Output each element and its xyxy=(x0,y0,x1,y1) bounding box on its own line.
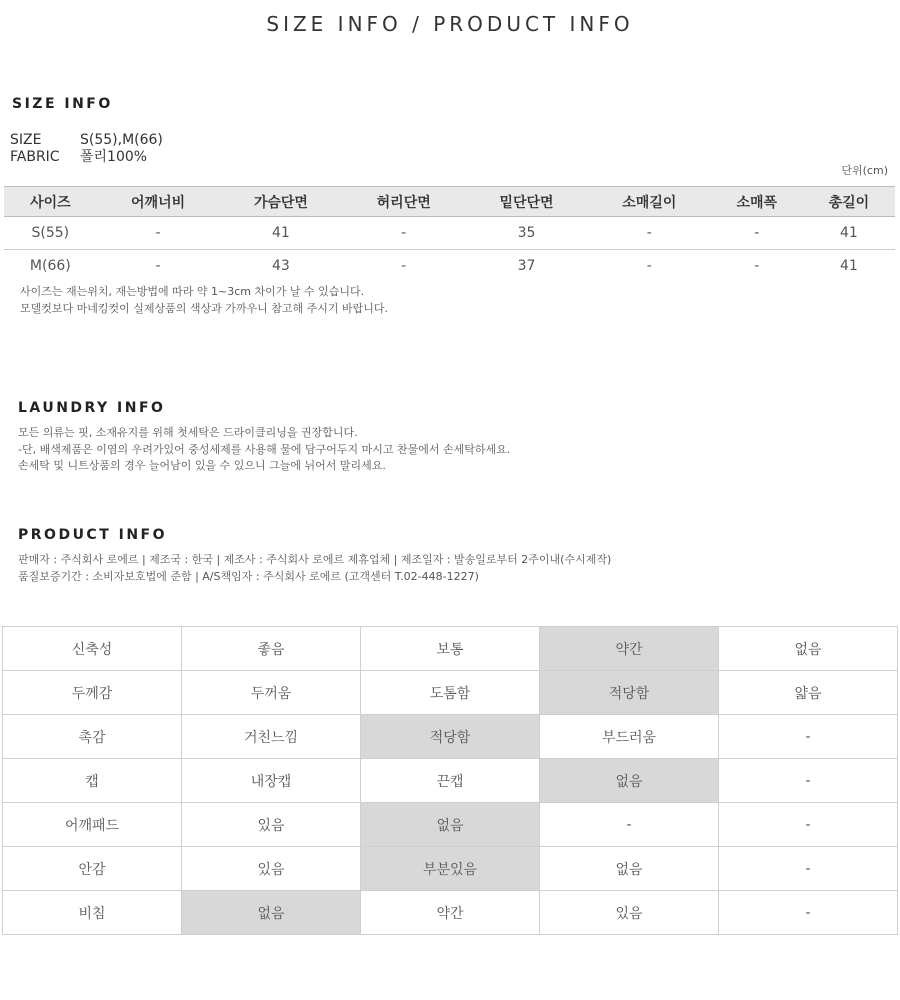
table-cell: 35 xyxy=(465,217,588,250)
table-cell: - xyxy=(97,217,220,250)
attribute-option-selected: 없음 xyxy=(361,803,540,847)
attribute-option: 약간 xyxy=(361,891,540,935)
table-cell: S(55) xyxy=(4,217,97,250)
attribute-label: 어깨패드 xyxy=(3,803,182,847)
product-info-line: 판매자 : 주식회사 로에르 | 제조국 : 한국 | 제조사 : 주식회사 로에르 제휴업체 | 제조일자 : 발송일로부터 2주이내(수시제작) xyxy=(18,553,612,566)
attribute-row xyxy=(3,627,898,671)
size-table-header: 허리단면 xyxy=(342,187,465,217)
product-info-text xyxy=(18,552,611,585)
product-info-line: 품질보증기간 : 소비자보호법에 준함 | A/S책임자 : 주식회사 로에르 (고객센터 T.02-448-1227) xyxy=(18,569,479,583)
table-cell: 41 xyxy=(803,217,895,250)
size-info-heading: SIZE INFO xyxy=(12,96,113,112)
laundry-line: 손세탁 및 니트상품의 경우 늘어남이 있을 수 있으니 그늘에 뉘어서 말리세요. xyxy=(18,459,386,472)
table-cell: 37 xyxy=(517,258,536,274)
size-table-header: 총길이 xyxy=(803,187,895,217)
attribute-row xyxy=(3,759,898,803)
table-cell: - xyxy=(711,217,803,250)
attribute-option: 없음 xyxy=(540,847,719,891)
table-cell: 43 xyxy=(271,258,290,274)
attribute-option: 있음 xyxy=(540,891,719,935)
attribute-option: 보통 xyxy=(361,627,540,671)
table-cell: - xyxy=(155,258,161,274)
attribute-option: - xyxy=(719,715,898,759)
size-fabric-meta xyxy=(10,132,163,166)
size-table-header: 가슴단면 xyxy=(219,187,342,217)
attribute-label: 안감 xyxy=(3,847,182,891)
attribute-option: 있음 xyxy=(182,847,361,891)
size-table-header-row xyxy=(4,187,895,217)
attribute-label: 신축성 xyxy=(3,627,182,671)
table-cell: - xyxy=(754,258,760,274)
size-table-header: 밑단단면 xyxy=(465,187,588,217)
attribute-option-selected: 약간 xyxy=(540,627,719,671)
attribute-option: 도톰함 xyxy=(361,671,540,715)
attribute-option: 내장캡 xyxy=(182,759,361,803)
attribute-label: 비침 xyxy=(3,891,182,935)
table-cell: 41 xyxy=(840,258,858,274)
fabric-label: FABRIC xyxy=(10,149,60,165)
laundry-info-heading: LAUNDRY INFO xyxy=(18,400,166,416)
table-cell: - xyxy=(646,258,652,274)
size-table-header: 소매폭 xyxy=(711,187,803,217)
table-cell: 41 xyxy=(219,217,342,250)
attribute-option-selected: 부분있음 xyxy=(361,847,540,891)
fabric-value: 폴리100% xyxy=(80,149,148,165)
attribute-option: 얇음 xyxy=(719,671,898,715)
page-title: SIZE INFO / PRODUCT INFO xyxy=(266,12,634,36)
attribute-option: 부드러움 xyxy=(540,715,719,759)
attribute-row xyxy=(3,715,898,759)
attribute-option-selected: 적당함 xyxy=(540,671,719,715)
attribute-option: 거친느낌 xyxy=(182,715,361,759)
attribute-option: - xyxy=(540,803,719,847)
attribute-label: 두께감 xyxy=(3,671,182,715)
unit-label: 단위(cm) xyxy=(841,164,888,177)
table-cell: - xyxy=(401,258,407,274)
product-info-heading: PRODUCT INFO xyxy=(18,527,168,543)
attribute-option: 좋음 xyxy=(182,627,361,671)
size-note: 모델컷보다 마네킹컷이 실제상품의 색상과 가까우니 참고해 주시기 바랍니다. xyxy=(20,301,389,315)
laundry-line: -단, 배색제품은 이염의 우려가있어 중성세제를 사용해 물에 담구어두지 마시고 찬물에서 손세탁하세요. xyxy=(18,442,511,456)
size-notes xyxy=(20,284,388,317)
attribute-option-selected: 적당함 xyxy=(361,715,540,759)
attribute-option: - xyxy=(719,803,898,847)
table-row xyxy=(4,250,895,283)
attribute-table xyxy=(2,626,898,935)
laundry-text xyxy=(18,425,510,475)
table-cell: M(66) xyxy=(29,258,71,274)
size-label: SIZE xyxy=(10,132,42,148)
size-table xyxy=(4,186,895,282)
attribute-label: 캡 xyxy=(3,759,182,803)
size-table-header: 어깨너비 xyxy=(97,187,220,217)
attribute-option: - xyxy=(719,847,898,891)
attribute-row xyxy=(3,803,898,847)
attribute-row xyxy=(3,891,898,935)
size-value: S(55),M(66) xyxy=(80,132,163,148)
attribute-option-selected: 없음 xyxy=(540,759,719,803)
size-table-header: 소매길이 xyxy=(588,187,711,217)
attribute-option: 두꺼움 xyxy=(182,671,361,715)
attribute-row xyxy=(3,671,898,715)
attribute-option: - xyxy=(719,891,898,935)
attribute-label: 촉감 xyxy=(3,715,182,759)
size-table-header: 사이즈 xyxy=(4,187,97,217)
attribute-option: 끈캡 xyxy=(361,759,540,803)
table-cell: - xyxy=(588,217,711,250)
attribute-option: - xyxy=(719,759,898,803)
table-cell: - xyxy=(342,217,465,250)
attribute-option: 있음 xyxy=(182,803,361,847)
attribute-option: 없음 xyxy=(719,627,898,671)
table-row xyxy=(4,217,895,250)
attribute-option-selected: 없음 xyxy=(182,891,361,935)
size-note: 사이즈는 재는위치, 재는방법에 따라 약 1~3cm 차이가 날 수 있습니다. xyxy=(20,285,365,298)
laundry-line: 모든 의류는 핏, 소재유지를 위해 첫세탁은 드라이클리닝을 권장합니다. xyxy=(18,426,358,439)
attribute-row xyxy=(3,847,898,891)
